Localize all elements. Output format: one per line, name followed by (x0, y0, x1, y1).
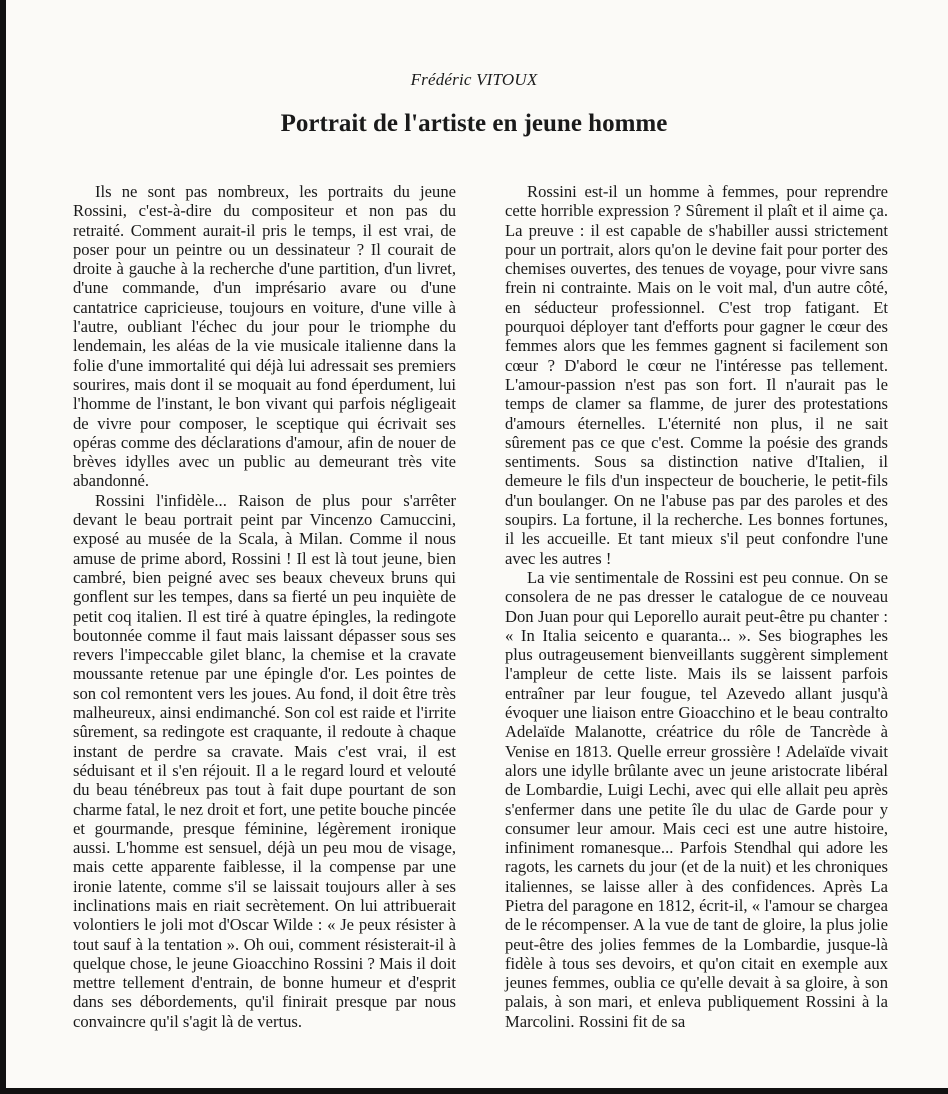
page-edge-bottom (0, 1088, 948, 1094)
author-name: Frédéric VITOUX (410, 70, 538, 89)
paragraph: Ils ne sont pas nombreux, les portraits du jeune Rossini, c'est-à-dire du compositeur et non pas du retraité. Comment aurait-il pris le temps, il est vrai, de poser pour un peintre ou un dessinateur ? Il courait de droite à gauche à la recherche d'une partition, d'un livret, d'une commande, d'un imprésario avare ou d'une cantatrice capricieuse, toujours en voiture, d'une ville à l'autre, oubliant l'échec du jour pour le triomphe du lendemain, les aléas de la vie musicale italienne dans la folie d'une immortalité qui déjà lui adressait ses premiers sourires, mais dont il se moquait au fond éperdument, lui l'homme de l'instant, le bon vivant qui parfois négligeait de vivre pour composer, le sceptique qui écrivait ses opéras comme des déclarations d'amour, afin de nouer de brèves idylles avec un public au demeurant très vite abandonné. (73, 182, 456, 491)
paragraph: La vie sentimentale de Rossini est peu connue. On se consolera de ne pas dresser le catalogue de ce nouveau Don Juan pour qui Leporello aurait peut-être pu chanter : « In Italia seicento e quaranta... ». Ses biographes les plus outrageusement bienveillants suggèrent simplement l'ampleur de cette liste. Mais ils se laissent parfois entraîner par leur fougue, tel Azevedo allant jusqu'à évoquer une liaison entre Gioacchino et le beau contralto Adelaïde Malanotte, créatrice du rôle de Tancrède à Venise en 1813. Quelle erreur grossière ! Adelaïde vivait alors une idylle brûlante avec un jeune aristocrate libéral de Lombardie, Luigi Lechi, avec qui elle allait peu après s'enfermer dans une petite île du ulac de Garde pour y consumer leur amour. Mais ceci est une autre histoire, infiniment romanesque... Parfois Stendhal qui adore les ragots, les carnets du jour (et de la nuit) et les chroniques italiennes, se laisse aller à des confidences. Après La Pietra del paragone en 1812, écrit-il, « l'amour se chargea de le récompenser. A la vue de tant de gloire, la plus jolie peut-être des jolies femmes de la Lombardie, jusque-là fidèle à tous ses devoirs, et qu'on citait en exemple aux jeunes femmes, oublia ce qu'elle devait à sa gloire, à son palais, à son mari, et enleva publiquement Rossini à la Marcolini. Rossini fit de sa (505, 567, 888, 1031)
page-edge-left (0, 0, 6, 1094)
text-column-left (73, 182, 456, 1031)
paragraph: Rossini est-il un homme à femmes, pour reprendre cette horrible expression ? Sûrement il plaît et il aime ça. La preuve : il est capable de s'habiller aussi strictement pour un portrait, alors qu'on le devine fait pour porter des chemises ouvertes, des tenues de voyage, pour vivre sans frein ni contrainte. Mais on le voit mal, d'un autre côté, en séducteur professionnel. C'est trop fatigant. Et pourquoi déployer tant d'efforts pour gagner le cœur des femmes alors que les femmes gagnent si facilement son cœur ? D'abord le cœur ne l'intéresse pas tellement. L'amour-passion n'est pas son fort. Il n'aurait pas le temps de clamer sa flamme, de jurer des protestations d'amours éternelles. L'éternité non plus, il ne sait sûrement pas ce que c'est. Comme la poésie des grands sentiments. Sous sa distinction native d'Italien, il demeure le fils d'un inspecteur de boucherie, le petit-fils d'un boulanger. On ne l'abuse pas par des paroles et des soupirs. La fortune, il la recherche. Les bonnes fortunes, il les accueille. Et tant mieux s'il peut confondre l'une avec les autres ! (505, 182, 888, 568)
paragraph: Rossini l'infidèle... Raison de plus pour s'arrêter devant le beau portrait peint par Vincenzo Camuccini, exposé au musée de la Scala, à Milan. Comme il nous amuse de prime abord, Rossini ! Il est là tout jeune, bien cambré, bien peigné avec ses beaux cheveux bruns qui gonflent sur les tempes, dans sa fierté un peu inquiète de petit coq italien. Il est tiré à quatre épingles, la redingote boutonnée comme il faut mais laissant dépasser sous ses revers l'impeccable gilet blanc, la chemise et la cravate moussante retenue par une épingle d'or. Les pointes de son col remontent vers les joues. Au fond, il doit être très malheureux, ainsi endimanché. Son col est raide et l'irrite sûrement, sa redingote est craquante, il redoute à chaque instant de perdre sa cravate. Mais c'est vrai, il est séduisant et il s'en réjouit. Il a le regard lourd et velouté du beau ténébreux pas tout à fait dupe pourtant de son charme fatal, le nez droit et fort, une petite bouche pincée et gourmande, presque féminine, légèrement ironique aussi. L'homme est sensuel, déjà un peu mou de visage, mais cette apparente faiblesse, il la compense par une ironie latente, comme s'il se laissait toujours aller à ses inclinations mais en riait secrètement. On lui attribuerait volontiers le joli mot d'Oscar Wilde : « Je peux résister à tout sauf à la tentation ». Oh oui, comment résisterait-il à quelque chose, le jeune Gioacchino Rossini ? Mais il doit mettre tellement d'entrain, de bonne humeur et d'esprit dans ses débordements, qu'il finirait presque par nous convaincre qu'il s'agit là de vertus. (73, 490, 456, 1031)
text-column-right (505, 182, 888, 1031)
article-title: Portrait de l'artiste en jeune homme (280, 110, 668, 137)
